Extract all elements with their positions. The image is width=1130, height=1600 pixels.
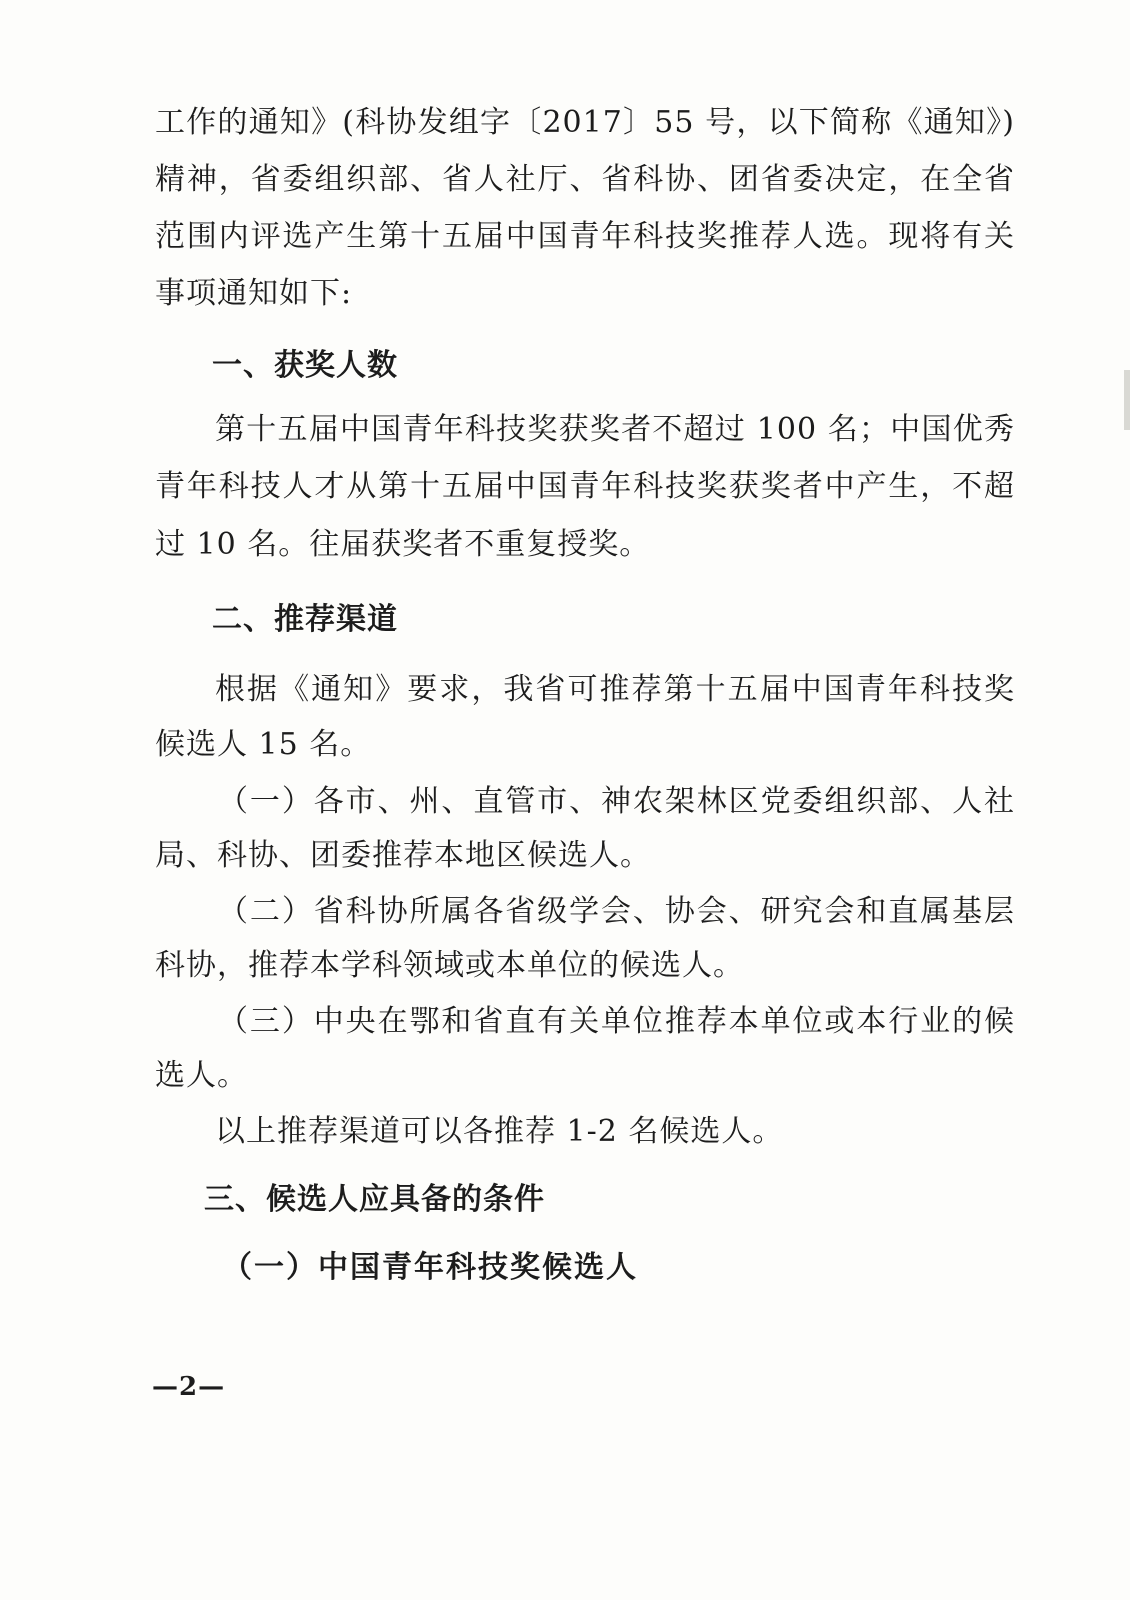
channel2-line-2: 科协，推荐本学科领域或本单位的候选人。 (155, 948, 744, 983)
intro-line-3: 范围内评选产生第十五届中国青年科技奖推荐人选。现将有关 (155, 219, 1015, 254)
section2-line-2: 候选人 15 名。 (155, 727, 372, 762)
section1-line-2: 青年科技人才从第十五届中国青年科技奖获奖者中产生，不超 (155, 469, 1015, 504)
section3-heading: 三、候选人应具备的条件 (204, 1182, 545, 1217)
channel2-line-1: （二）省科协所属各省级学会、协会、研究会和直属基层 (218, 894, 1015, 929)
page-number: —2— (152, 1372, 226, 1402)
channel3-line-2: 选人。 (155, 1058, 248, 1093)
intro-line-2: 精神，省委组织部、省人社厅、省科协、团省委决定，在全省 (155, 162, 1015, 197)
channel1-line-1: （一）各市、州、直管市、神农架林区党委组织部、人社 (218, 784, 1015, 819)
section2-heading: 二、推荐渠道 (212, 602, 398, 637)
section1-line-1: 第十五届中国青年科技奖获奖者不超过 100 名；中国优秀 (215, 412, 1015, 447)
scan-edge-mark (1124, 370, 1130, 430)
section2-line-1: 根据《通知》要求，我省可推荐第十五届中国青年科技奖 (215, 672, 1015, 707)
channel3-line-1: （三）中央在鄂和省直有关单位推荐本单位或本行业的候 (218, 1004, 1015, 1039)
section1-heading: 一、获奖人数 (212, 348, 398, 383)
section3-subheading-1: （一）中国青年科技奖候选人 (222, 1250, 638, 1285)
channel-note: 以上推荐渠道可以各推荐 1-2 名候选人。 (215, 1114, 784, 1149)
section1-line-3: 过 10 名。往届获奖者不重复授奖。 (155, 527, 651, 562)
channel1-line-2: 局、科协、团委推荐本地区候选人。 (155, 838, 651, 873)
intro-line-4: 事项通知如下: (155, 276, 353, 311)
intro-line-1: 工作的通知》(科协发组字〔2017〕55 号，以下简称《通知》) (155, 105, 1015, 140)
